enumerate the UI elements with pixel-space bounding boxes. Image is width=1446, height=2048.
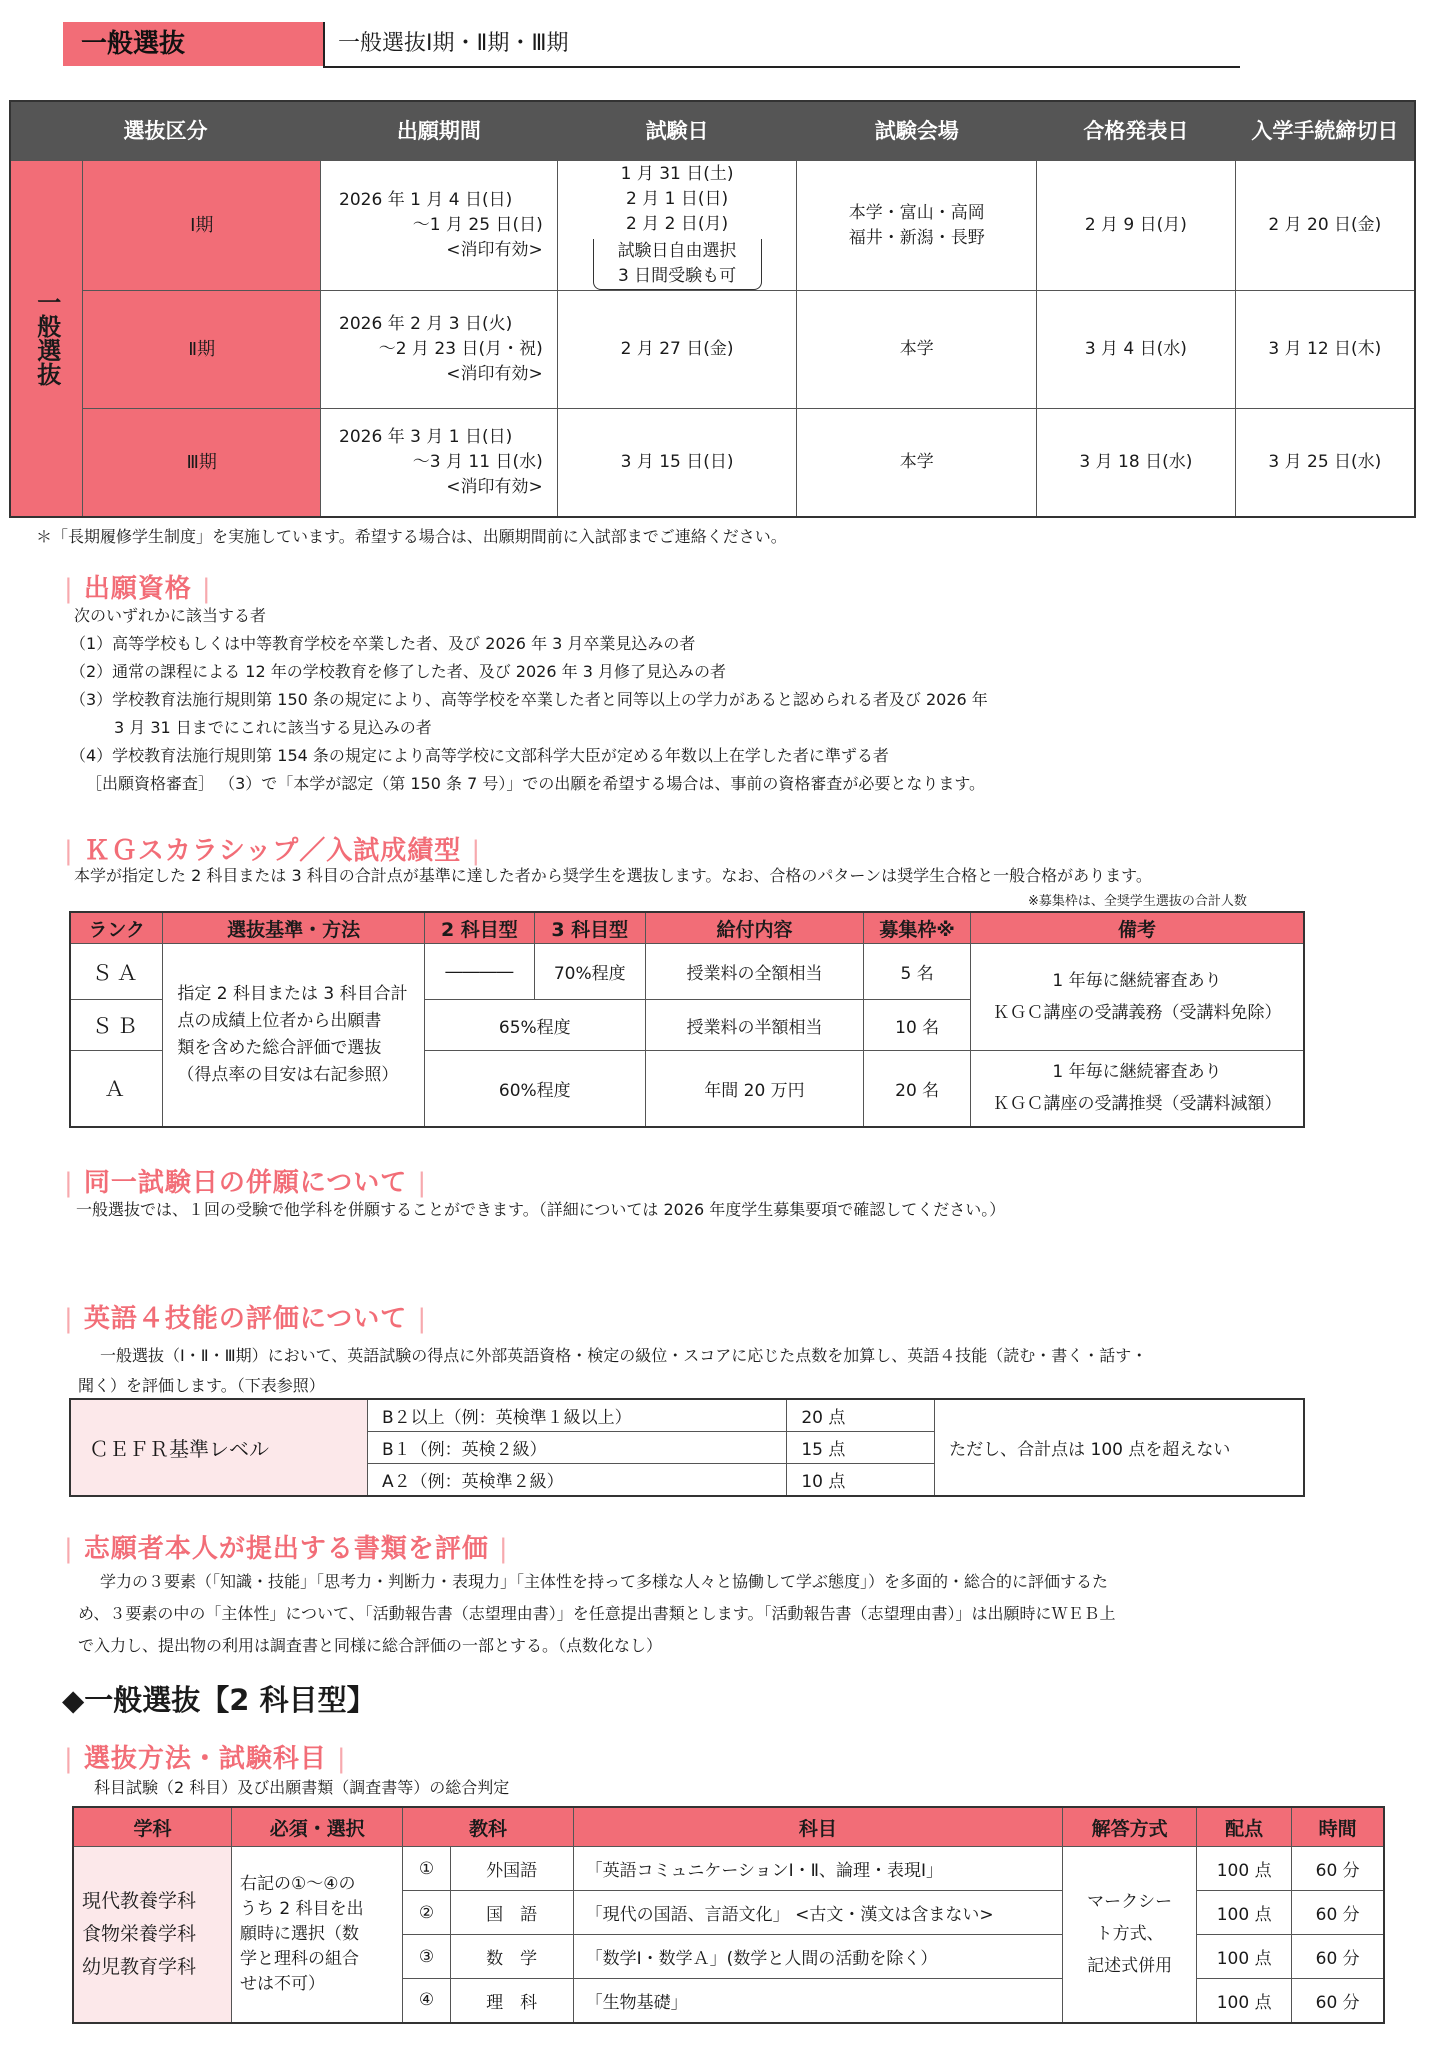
col-header: 給付内容 — [645, 912, 864, 944]
group-label: 一般選抜 — [10, 161, 83, 517]
remark-line: 1 年毎に継続審査あり — [1052, 1062, 1222, 1083]
subject-field: 外国語 — [450, 1847, 573, 1891]
subject-field: 国 語 — [450, 1891, 573, 1935]
remark — [971, 944, 1304, 1051]
choice-line: うち 2 科目を出 — [240, 1898, 364, 1919]
three-subject-rate: 70%程度 — [534, 944, 645, 1000]
rate: 65%程度 — [424, 1000, 645, 1051]
qualification-line: （2）通常の課程による 12 年の学校教育を修了した者、及び 2026 年 3 月修了見込みの者 — [70, 662, 726, 681]
cefr-label: ＣＥＦＲ基準レベル — [70, 1399, 368, 1496]
venue: 本学 — [797, 409, 1037, 517]
venue-2: 福井・新潟・長野 — [848, 227, 985, 248]
subject-number: ② — [403, 1891, 450, 1935]
qualification-line: 3 月 31 日までにこれに該当する見込みの者 — [114, 718, 432, 737]
col-header: 選抜区分 — [10, 101, 321, 161]
header-divider — [323, 22, 325, 68]
schedule-header-row — [10, 101, 1415, 161]
answer-line: 記述式併用 — [1087, 1956, 1173, 1977]
section-scholarship-title: | ＫＧスカラシップ／入試成績型 | — [64, 836, 482, 866]
qualification-line: （4）学校教育法施行規則第 154 条の規定により高等学校に文部科学大臣が定める年数以上在学した者に準ずる者 — [70, 746, 889, 765]
cefr-points: 20 点 — [787, 1399, 935, 1432]
col-header: 2 科目型 — [424, 912, 534, 944]
answer-line: ト方式、 — [1095, 1924, 1164, 1945]
section-title-text: 英語４技能の評価について — [83, 1304, 408, 1334]
time: 60 分 — [1292, 1891, 1384, 1935]
documents-line: で入力し、提出物の利用は調査書と同様に総合評価の一部とする。（点数化なし） — [78, 1636, 663, 1655]
application-period — [321, 409, 558, 517]
scholarship-desc: 本学が指定した 2 科目または 3 科目の合計点が基準に達した者から奨学生を選抜します。なお、合格のパターンは奨学生合格と一般合格があります。 — [74, 866, 1152, 885]
concurrent-text: 一般選抜では、１回の受験で他学科を併願することができます。（詳細については 2026 年度学生募集要項で確認してください。） — [76, 1200, 1006, 1219]
period-label: Ⅱ期 — [83, 291, 321, 409]
subject-field: 理 科 — [450, 1979, 573, 2023]
col-header: 配点 — [1197, 1807, 1292, 1847]
points: 100 点 — [1197, 1979, 1292, 2023]
rank: ＳＡ — [70, 944, 163, 1000]
qualification-line: （1）高等学校もしくは中等教育学校を卒業した者、及び 2026 年 3 月卒業見込みの者 — [70, 634, 696, 653]
choice-line: 右記の①〜④の — [240, 1873, 356, 1894]
choice-line: 学と理科の組合 — [240, 1948, 360, 1969]
two-subject-heading: ◆一般選抜【2 科目型】 — [62, 1683, 376, 1717]
col-header: 3 科目型 — [534, 912, 645, 944]
exam-note-2: 3 日間受験も可 — [617, 265, 737, 286]
section-documents-title: | 志願者本人が提出する書類を評価 | — [64, 1534, 509, 1564]
selection-method — [163, 944, 425, 1127]
subject-number: ④ — [403, 1979, 450, 2023]
schedule-row — [10, 409, 1415, 517]
long-term-note: ＊「長期履修学生制度」を実施しています。希望する場合は、出願期間前に入試部までご連絡ください。 — [36, 527, 787, 546]
result-date: 3 月 18 日(水) — [1037, 409, 1236, 517]
subject-name: 「英語コミュニケーションⅠ・Ⅱ、論理・表現Ⅰ」 — [573, 1847, 1062, 1891]
col-header: 備考 — [971, 912, 1304, 944]
cefr-note: ただし、合計点は 100 点を超えない — [935, 1399, 1304, 1496]
app-start: 2026 年 1 月 4 日(日) — [339, 190, 513, 210]
subject-number: ① — [403, 1847, 450, 1891]
col-header: 時間 — [1292, 1807, 1384, 1847]
two-subject-rate: ―――― — [424, 944, 534, 1000]
time: 60 分 — [1292, 1979, 1384, 2023]
benefit: 授業料の全額相当 — [645, 944, 864, 1000]
deadline-date: 3 月 25 日(水) — [1235, 409, 1415, 517]
cefr-level: B１（例：英検２級） — [368, 1432, 787, 1464]
col-header: 試験会場 — [797, 101, 1037, 161]
section-title-text: 出願資格 — [83, 574, 192, 604]
col-header: 学科 — [73, 1807, 232, 1847]
col-header: 科目 — [573, 1807, 1062, 1847]
choice-line: せは不可） — [240, 1973, 326, 1994]
qualification-review: ［出願資格審査］ （3）で「本学が認定（第 150 条 7 号）」での出願を希望する場合は、事前の資格審査が必要となります。 — [86, 774, 986, 793]
subject-name: 「数学Ⅰ・数学Ａ」(数学と人間の活動を除く） — [573, 1935, 1062, 1979]
result-date: 2 月 9 日(月) — [1037, 161, 1236, 291]
application-period — [321, 291, 558, 409]
department: 現代教養学科 — [82, 1889, 197, 1912]
choice-line: 願時に選択（数 — [240, 1923, 360, 1944]
answer-format — [1063, 1847, 1197, 2023]
answer-line: マークシー — [1087, 1892, 1173, 1913]
page-title: 一般選抜 — [63, 22, 323, 66]
section-concurrent-title: | 同一試験日の併願について | — [64, 1168, 428, 1198]
exam-date-1: 1 月 31 日(土) — [620, 163, 734, 184]
subject-name: 「現代の国語、言語文化」 <古文・漢文は含まない> — [573, 1891, 1062, 1935]
choice-rule — [232, 1847, 403, 2023]
quota: 20 名 — [864, 1051, 971, 1127]
deadline-date: 3 月 12 日(木) — [1235, 291, 1415, 409]
qualification-line: （3）学校教育法施行規則第 150 条の規定により、高等学校を卒業した者と同等以上の学力があると認められる者及び 2026 年 — [70, 690, 988, 709]
cefr-points: 10 点 — [787, 1464, 935, 1497]
period-label: Ⅰ期 — [83, 161, 321, 291]
exam-date: 3 月 15 日(日) — [557, 409, 797, 517]
two-subject-desc: 科目試験（2 科目）及び出願書類（調査書等）の総合判定 — [94, 1778, 510, 1797]
col-header: 募集枠※ — [864, 912, 971, 944]
department: 食物栄養学科 — [82, 1922, 197, 1945]
remark-line: ＫＧＣ講座の受講義務（受講料免除） — [992, 1003, 1282, 1023]
exam-note — [593, 239, 762, 290]
table-row — [70, 944, 1304, 1000]
remark — [971, 1051, 1304, 1127]
schedule-row — [10, 291, 1415, 409]
venue — [797, 161, 1037, 291]
points: 100 点 — [1197, 1935, 1292, 1979]
col-header: ランク — [70, 912, 163, 944]
table-row — [73, 1847, 1384, 1891]
schedule-row — [10, 161, 1415, 291]
section-english-title: | 英語４技能の評価について | — [64, 1304, 428, 1334]
col-header: 必須・選択 — [232, 1807, 403, 1847]
period-label: Ⅲ期 — [83, 409, 321, 517]
postmark-note: <消印有効> — [446, 240, 543, 260]
subject-field: 数 学 — [450, 1935, 573, 1979]
section-title-text: ＫＧスカラシップ／入試成績型 — [83, 836, 462, 866]
points: 100 点 — [1197, 1847, 1292, 1891]
quota: 10 名 — [864, 1000, 971, 1051]
rank: ＳＢ — [70, 1000, 163, 1051]
app-start: 2026 年 2 月 3 日(火) — [339, 314, 513, 334]
venue: 本学 — [797, 291, 1037, 409]
exam-date: 2 月 27 日(金) — [557, 291, 797, 409]
app-end: 〜2 月 23 日(月・祝) — [378, 339, 543, 359]
exam-date-3: 2 月 2 日(月) — [626, 213, 729, 234]
postmark-note: <消印有効> — [446, 476, 543, 497]
venue-1: 本学・富山・高岡 — [848, 202, 985, 223]
application-period — [321, 161, 558, 291]
documents-line: 学力の３要素（「知識・技能」「思考力・判断力・表現力」「主体性を持って多様な人々と協働して学ぶ態度」）を多面的・総合的に評価するた — [100, 1572, 1109, 1591]
time: 60 分 — [1292, 1935, 1384, 1979]
method-line: 類を含めた総合評価で選抜 — [177, 1037, 382, 1058]
col-header: 解答方式 — [1063, 1807, 1197, 1847]
english-text: 一般選抜（Ⅰ・Ⅱ・Ⅲ期）において、英語試験の得点に外部英語資格・検定の級位・スコアに応じた点数を加算し、英語４技能（読む・書く・話す・ — [100, 1346, 1148, 1365]
subject-number: ③ — [403, 1935, 450, 1979]
cefr-level: B２以上（例：英検準１級以上） — [368, 1399, 787, 1432]
quota: 5 名 — [864, 944, 971, 1000]
rate: 60%程度 — [424, 1051, 645, 1127]
col-header: 出願期間 — [321, 101, 558, 161]
method-line: 点の成績上位者から出願書 — [177, 1010, 382, 1031]
departments — [73, 1847, 232, 2023]
col-header: 選抜基準・方法 — [163, 912, 425, 944]
section-title-text: 志願者本人が提出する書類を評価 — [83, 1534, 489, 1564]
department: 幼児教育学科 — [82, 1955, 197, 1978]
deadline-date: 2 月 20 日(金) — [1235, 161, 1415, 291]
result-date: 3 月 4 日(水) — [1037, 291, 1236, 409]
header-underline — [323, 66, 1240, 68]
remark-line: 1 年毎に継続審査あり — [1052, 971, 1222, 991]
english-text: 聞く）を評価します。（下表参照） — [78, 1376, 325, 1395]
rank: Ａ — [70, 1051, 163, 1127]
documents-line: め、３要素の中の「主体性」について、「活動報告書（志望理由書）」を任意提出書類とします。「活動報告書（志望理由書）」は出願時にＷＥＢ上 — [78, 1604, 1116, 1623]
remark-line: ＫＧＣ講座の受講推奨（受講料減額） — [992, 1094, 1282, 1115]
cefr-points: 15 点 — [787, 1432, 935, 1464]
section-title-text: 同一試験日の併願について — [83, 1168, 408, 1198]
subject-name: 「生物基礎」 — [573, 1979, 1062, 2023]
app-end: 〜1 月 25 日(日) — [412, 215, 543, 235]
exam-date-2: 2 月 1 日(日) — [626, 188, 729, 209]
section-title-text: 選抜方法・試験科目 — [83, 1744, 327, 1774]
app-start: 2026 年 3 月 1 日(日) — [339, 426, 513, 447]
method-line: 指定 2 科目または 3 科目合計 — [177, 983, 408, 1004]
points: 100 点 — [1197, 1891, 1292, 1935]
exam-note-1: 試験日自由選択 — [617, 240, 737, 261]
exam-date — [557, 161, 797, 291]
col-header: 試験日 — [557, 101, 797, 161]
table-row — [70, 1399, 1304, 1432]
subjects-table — [72, 1806, 1385, 2024]
cefr-table — [69, 1398, 1305, 1497]
app-end: 〜3 月 11 日(水) — [412, 451, 543, 472]
benefit: 授業料の半額相当 — [645, 1000, 864, 1051]
scholarship-footnote: ※募集枠は、全奨学生選抜の合計人数 — [1028, 894, 1247, 909]
method-line: （得点率の目安は右記参照） — [177, 1064, 399, 1085]
benefit: 年間 20 万円 — [645, 1051, 864, 1127]
postmark-note: <消印有効> — [446, 364, 543, 384]
scholarship-table — [69, 911, 1305, 1128]
cefr-level: A２（例：英検準２級） — [368, 1464, 787, 1497]
section-qualification-title: | 出願資格 | — [64, 574, 212, 604]
section-method-title: | 選抜方法・試験科目 | — [64, 1744, 347, 1774]
time: 60 分 — [1292, 1847, 1384, 1891]
page-subtitle: 一般選抜Ⅰ期・Ⅱ期・Ⅲ期 — [338, 31, 569, 56]
col-header: 入学手続締切日 — [1235, 101, 1415, 161]
qualification-line: 次のいずれかに該当する者 — [74, 606, 267, 625]
schedule-table — [9, 100, 1416, 518]
col-header: 教科 — [403, 1807, 573, 1847]
col-header: 合格発表日 — [1037, 101, 1236, 161]
table-header-row — [73, 1807, 1384, 1847]
